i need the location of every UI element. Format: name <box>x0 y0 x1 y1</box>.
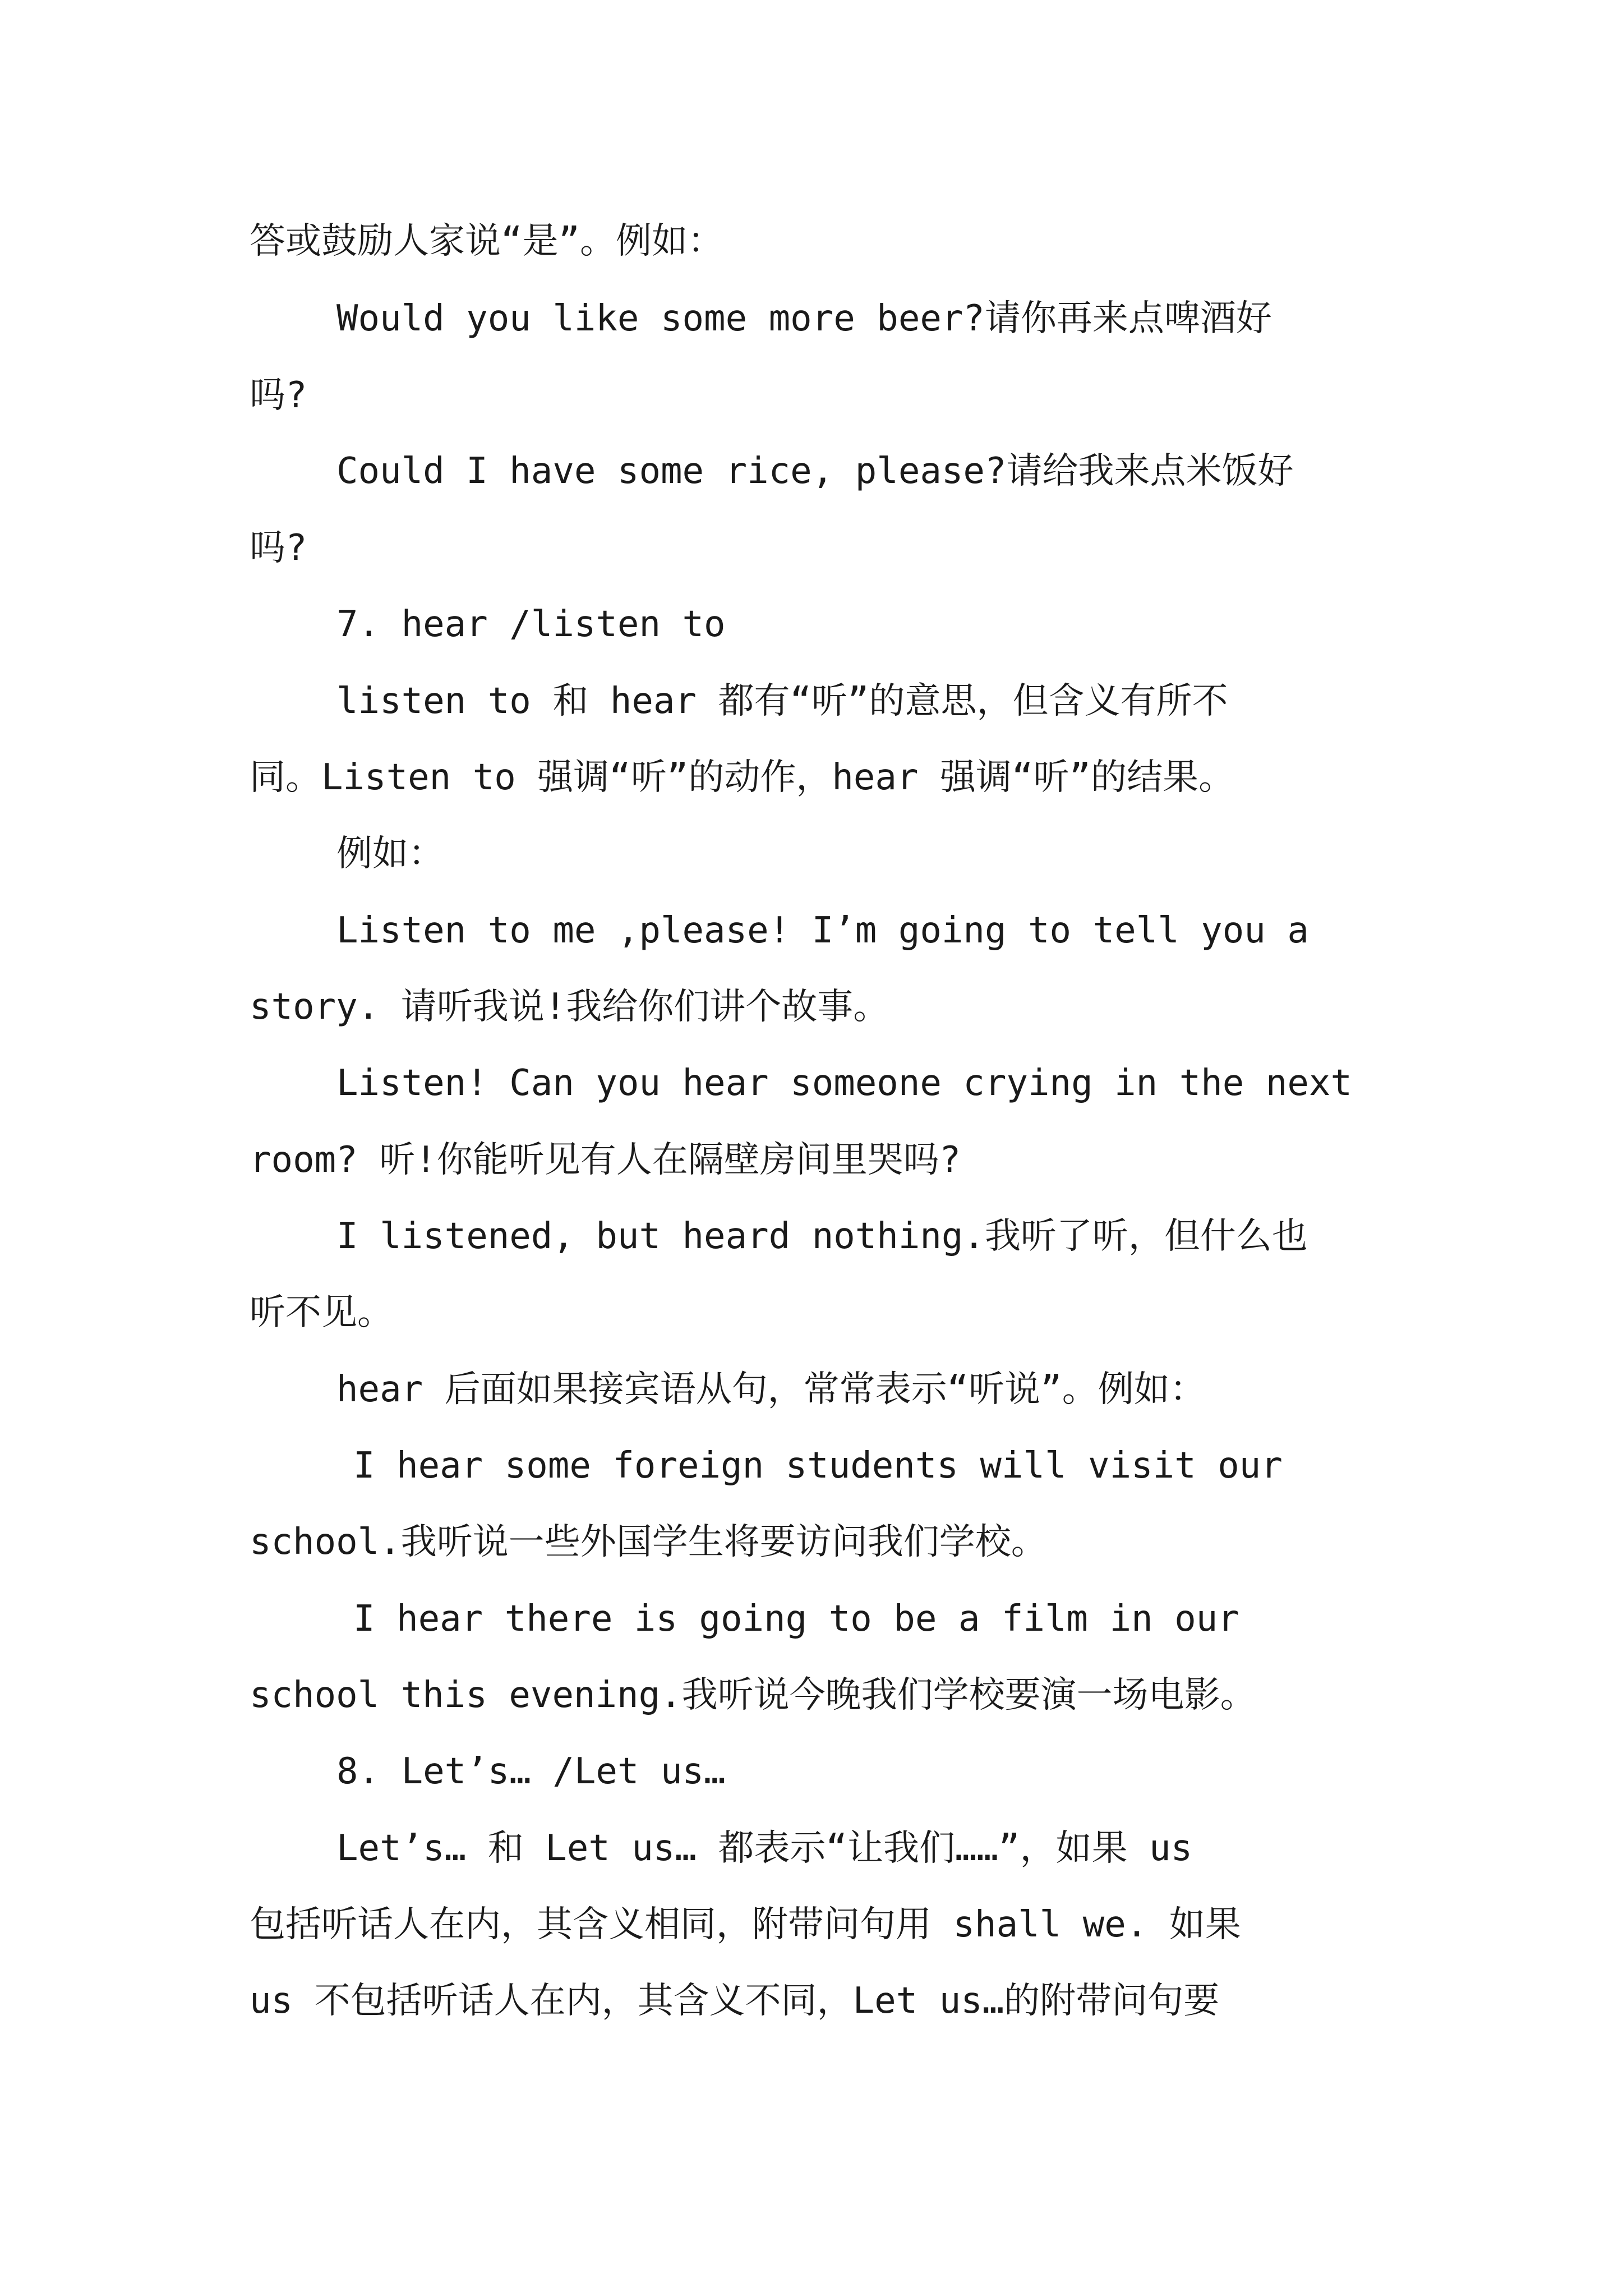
text-line: us 不包括听话人在内，其含义不同，Let us…的附带问句要 <box>250 1980 1220 2022</box>
text-line: 答或鼓励人家说“是”。例如： <box>250 220 724 262</box>
text-line: I hear there is going to be a film in our <box>353 1598 1239 1640</box>
text-line: I listened, but heard nothing.我听了听，但什么也 <box>336 1216 1308 1257</box>
text-line: listen to 和 hear 都有“听”的意思，但含义有所不 <box>336 680 1228 722</box>
text-line: Would you like some more beer?请你再来点啤酒好 <box>336 298 1272 339</box>
text-line: 包括听话人在内，其含义相同，附带问句用 shall we. 如果 <box>250 1904 1241 1945</box>
text-line: 吗? <box>250 375 307 416</box>
text-line: school.我听说一些外国学生将要访问我们学校。 <box>250 1521 1047 1563</box>
text-line: Listen to me ,please! I’m going to tell you a <box>336 910 1309 951</box>
text-line: 听不见。 <box>250 1292 393 1333</box>
text-line: 同。Listen to 强调“听”的动作，hear 强调“听”的结果。 <box>250 757 1235 798</box>
text-line: room? 听!你能听见有人在隔壁房间里哭吗? <box>250 1139 961 1181</box>
text-line: Listen! Can you hear someone crying in the next <box>336 1062 1352 1104</box>
text-line: I hear some foreign students will visit our <box>353 1445 1283 1487</box>
text-line: hear 后面如果接宾语从句，常常表示“听说”。例如： <box>336 1369 1206 1410</box>
text-line: school this evening.我听说今晚我们学校要演一场电影。 <box>250 1674 1256 1716</box>
text-line: 例如： <box>336 833 444 875</box>
text-line: Could I have some rice, please?请给我来点米饭好 <box>336 450 1294 492</box>
section-heading: 8. Let’s… /Let us… <box>336 1751 726 1792</box>
section-heading: 7. hear /listen to <box>336 604 726 645</box>
text-line: 吗? <box>250 527 307 569</box>
text-line: Let’s… 和 Let us… 都表示“让我们……”，如果 us <box>336 1828 1193 1869</box>
text-line: story. 请听我说!我给你们讲个故事。 <box>250 986 889 1028</box>
